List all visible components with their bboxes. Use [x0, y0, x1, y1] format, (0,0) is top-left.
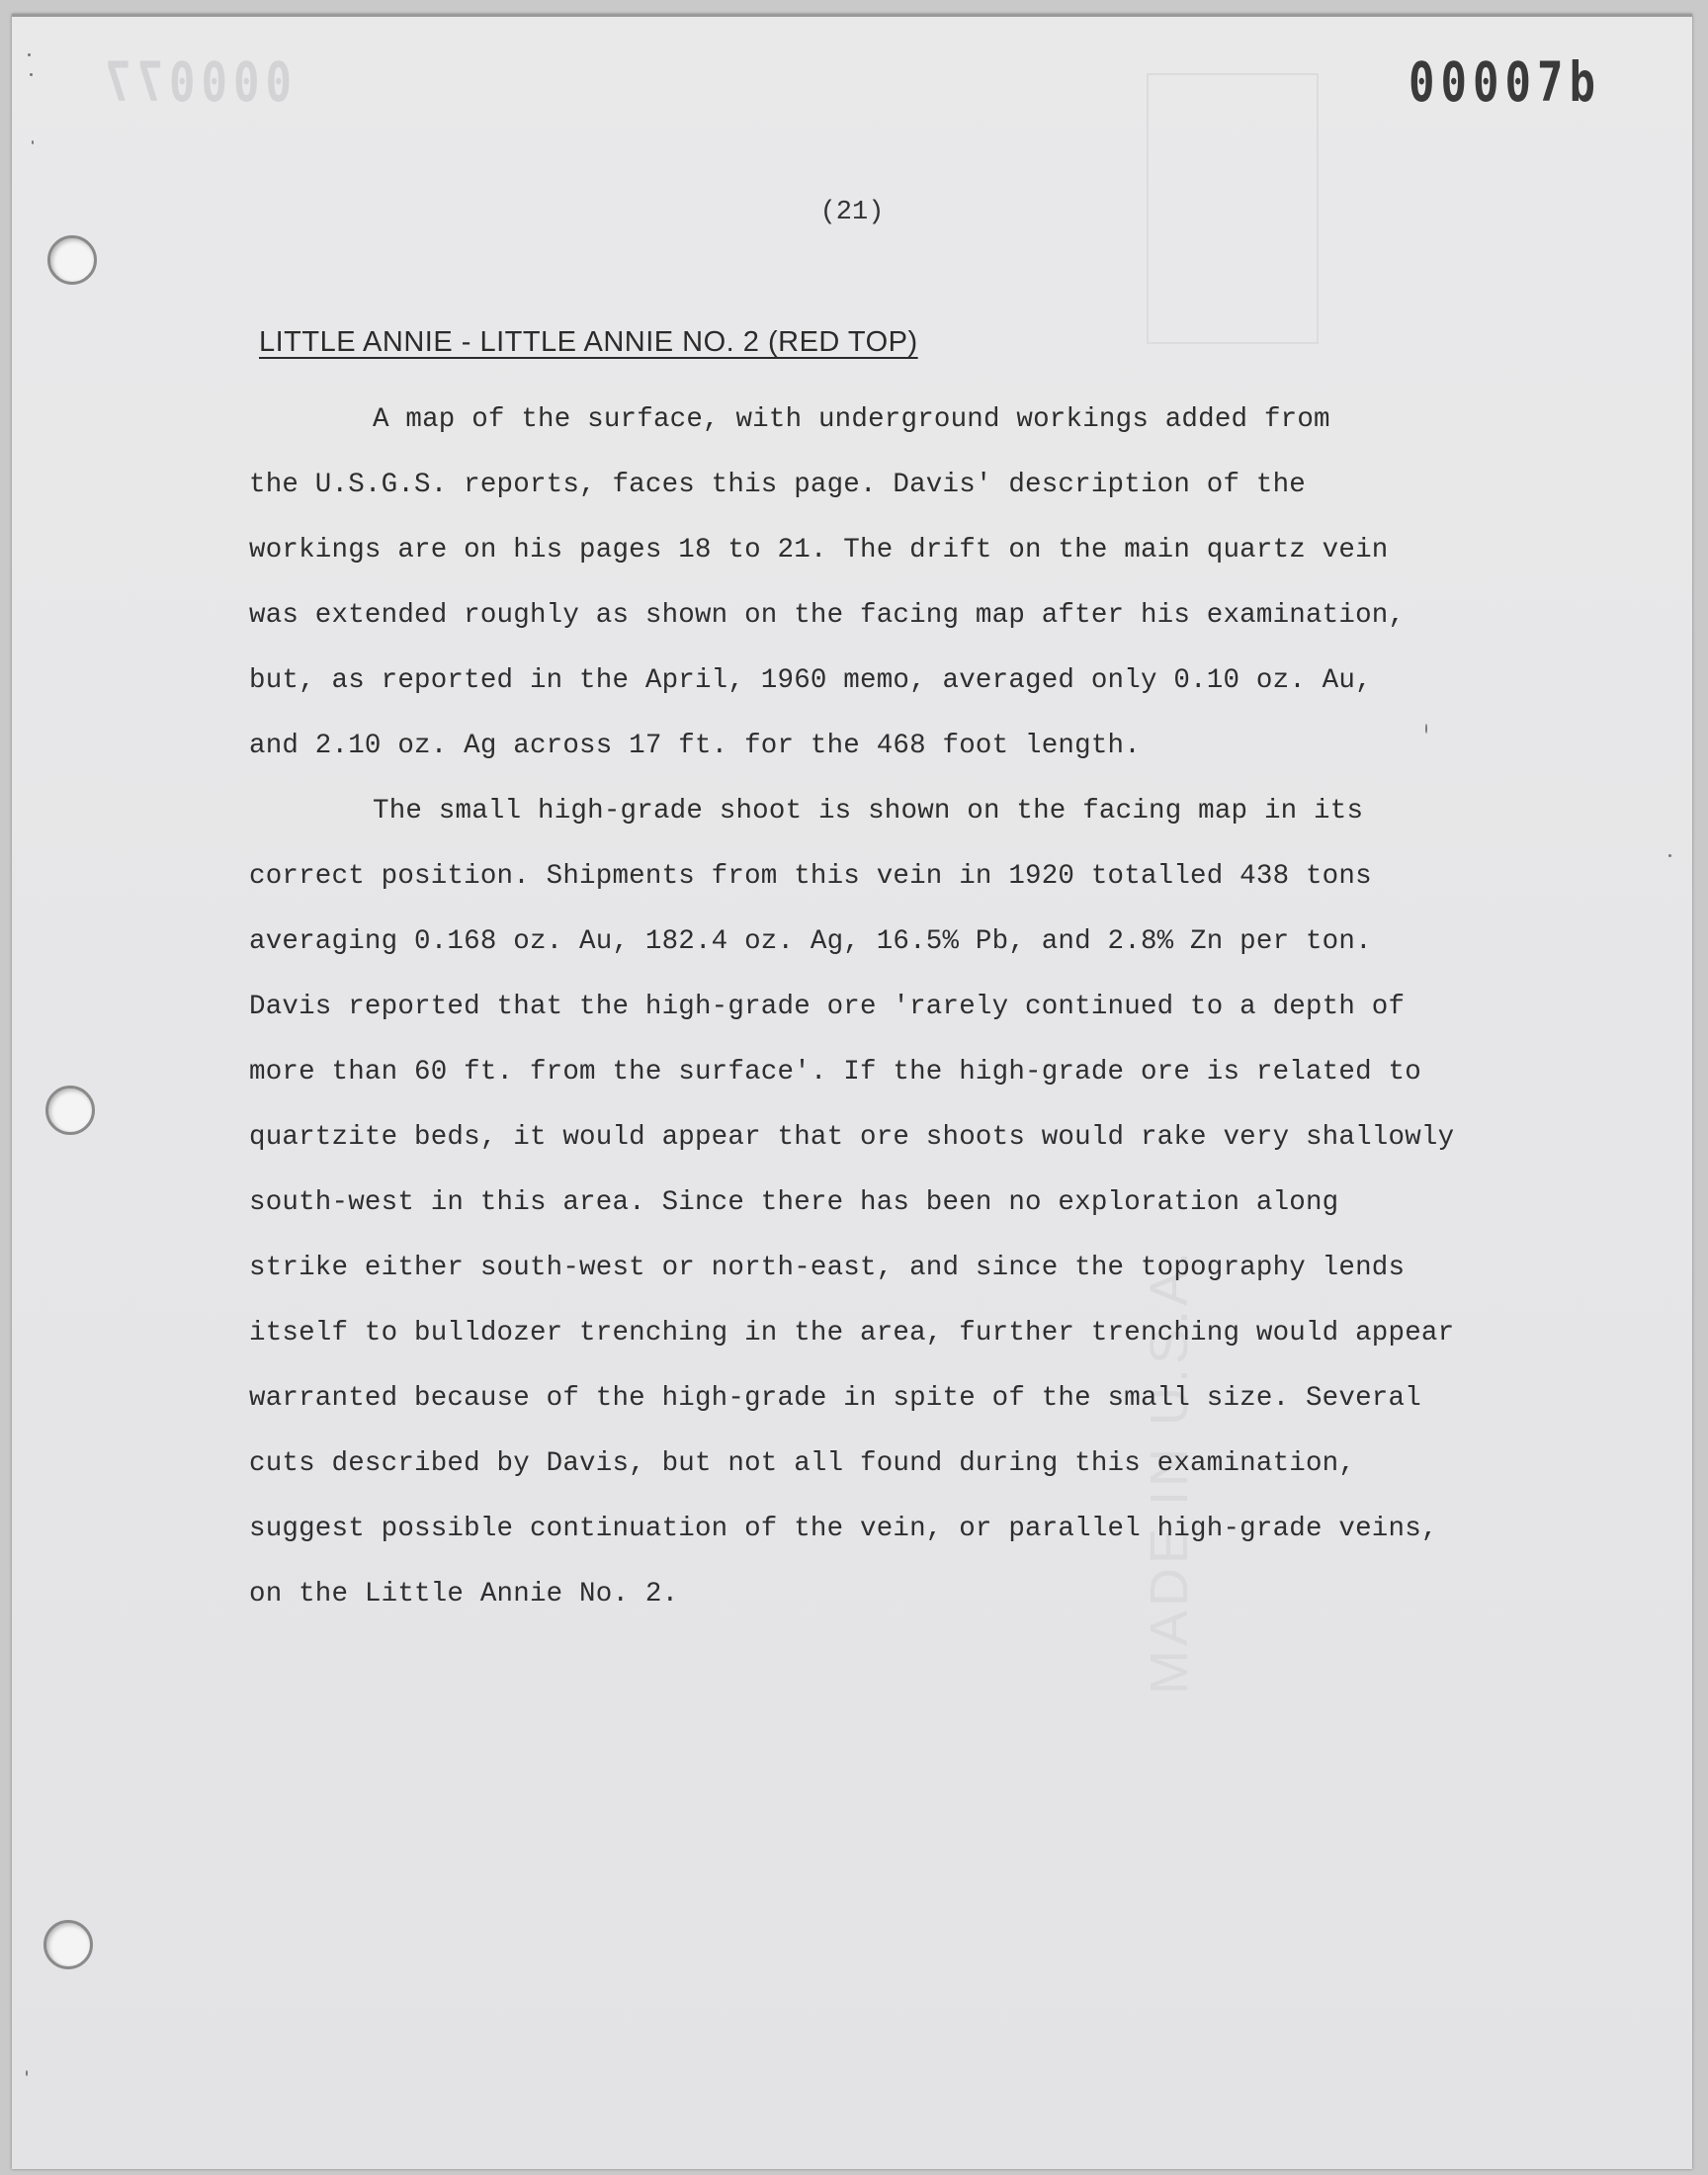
text-line: correct position. Shipments from this vein in 1920 totalled 438 tons	[249, 861, 1372, 892]
body-text	[249, 388, 1485, 1627]
text-line: more than 60 ft. from the surface'. If the high-grade ore is related to	[249, 1057, 1421, 1088]
speck	[30, 73, 33, 76]
bleed-through-stamp: 000077	[99, 51, 292, 115]
text-line: south-west in this area. Since there has been no exploration along	[249, 1187, 1339, 1218]
text-line: quartzite beds, it would appear that ore shoots would rake very shallowly	[249, 1122, 1455, 1153]
text-line: on the Little Annie No. 2.	[249, 1579, 679, 1610]
text-line: A map of the surface, with underground workings added from	[373, 404, 1330, 435]
text-line: but, as reported in the April, 1960 memo, averaged only 0.10 oz. Au,	[249, 665, 1372, 696]
section-title: LITTLE ANNIE - LITTLE ANNIE NO. 2 (RED TOP)	[259, 326, 918, 358]
text-line: The small high-grade shoot is shown on the facing map in its	[373, 796, 1364, 826]
punch-hole-middle	[45, 1086, 95, 1135]
punch-hole-bottom	[43, 1920, 93, 1969]
document-page	[12, 14, 1692, 2169]
paragraph-2	[249, 779, 1485, 1627]
document-stamp-number: 00007b	[1409, 51, 1601, 115]
text-line: strike either south-west or north-east, and since the topography lends	[249, 1253, 1406, 1283]
page-top-edge	[12, 14, 1692, 17]
speck	[1668, 854, 1671, 857]
speck	[26, 2070, 28, 2076]
text-line: was extended roughly as shown on the facing map after his examination,	[249, 600, 1406, 631]
text-line: Davis reported that the high-grade ore 'rarely continued to a depth of	[249, 992, 1406, 1022]
text-line: cuts described by Davis, but not all found during this examination,	[249, 1448, 1356, 1479]
text-line: warranted because of the high-grade in spite of the small size. Several	[249, 1383, 1421, 1414]
text-line: itself to bulldozer trenching in the area, further trenching would appear	[249, 1318, 1455, 1348]
text-line: and 2.10 oz. Ag across 17 ft. for the 468 foot length.	[249, 731, 1141, 761]
punch-hole-top	[47, 235, 97, 285]
speck	[28, 53, 31, 56]
text-line: suggest possible continuation of the vein, or parallel high-grade veins,	[249, 1514, 1438, 1544]
speck	[32, 140, 34, 144]
bleed-through-vertical-text: MADE IN U.S.A.	[1140, 1247, 1199, 1695]
text-line: averaging 0.168 oz. Au, 182.4 oz. Ag, 16.5% Pb, and 2.8% Zn per ton.	[249, 926, 1372, 957]
text-line: the U.S.G.S. reports, faces this page. Davis' description of the	[249, 470, 1306, 500]
page-number: (21)	[819, 198, 885, 227]
text-line: workings are on his pages 18 to 21. The drift on the main quartz vein	[249, 535, 1389, 566]
paragraph-1	[249, 388, 1485, 779]
